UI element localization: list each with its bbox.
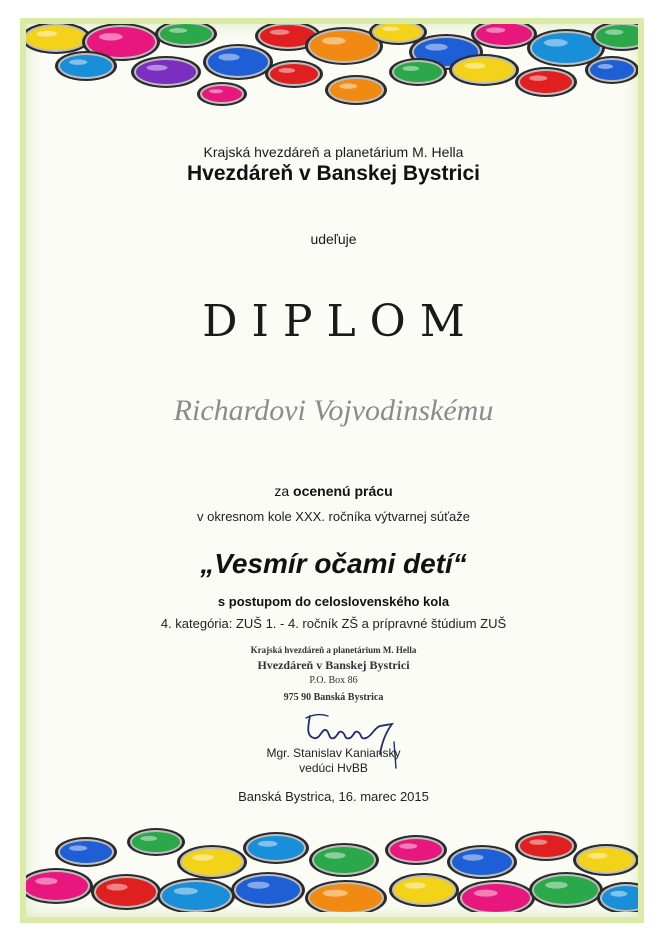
paint-can-icon: [449, 54, 519, 86]
paint-can-icon: [127, 828, 185, 856]
paint-can-icon: [447, 845, 517, 879]
paint-can-icon: [55, 51, 117, 81]
paint-cans-bottom-decoration: [26, 820, 638, 912]
institution-line: Krajská hvezdáreň a planetárium M. Hella: [203, 144, 464, 160]
paint-can-icon: [325, 75, 387, 105]
paint-can-icon: [597, 882, 638, 912]
paint-can-icon: [305, 880, 387, 912]
paint-cans-top-decoration: [26, 24, 638, 116]
stamp-line-4: 975 90 Banská Bystrica: [283, 692, 384, 703]
advance-line: s postupom do celoslovenského kola: [217, 594, 450, 609]
paint-can-icon: [385, 835, 447, 865]
paint-can-icon: [309, 843, 379, 877]
paint-can-icon: [26, 868, 93, 904]
paint-can-icon: [471, 24, 537, 49]
award-line: [0, 483, 667, 499]
paint-can-icon: [157, 878, 235, 912]
paint-can-icon: [529, 872, 603, 908]
paint-can-icon: [265, 60, 323, 88]
paint-can-icon: [585, 56, 638, 84]
award-round: v okresnom kole XXX. ročníka výtvarnej súťaže: [197, 509, 470, 524]
category-line: 4. kategória: ZUŠ 1. - 4. ročník ZŠ a prípravné štúdium ZUŠ: [160, 616, 507, 631]
paint-can-icon: [515, 831, 577, 861]
contest-name: „Vesmír očami detí“: [200, 548, 467, 579]
paint-can-icon: [231, 872, 305, 908]
signer-name: Mgr. Stanislav Kaniansky: [266, 746, 401, 760]
place-date: Banská Bystrica, 16. marec 2015: [238, 789, 429, 804]
diploma-title: DIPLOM: [202, 296, 479, 347]
paint-can-icon: [26, 24, 91, 54]
paint-can-icon: [197, 82, 247, 106]
paint-can-icon: [55, 837, 117, 867]
paint-can-icon: [573, 844, 638, 876]
paint-can-icon: [243, 832, 309, 864]
paint-can-icon: [155, 24, 217, 48]
award-prefix: za: [274, 483, 290, 499]
paint-can-icon: [457, 880, 535, 912]
institution-name: Hvezdáreň v Banskej Bystrici: [187, 162, 480, 185]
stamp-line-1: Krajská hvezdáreň a planetárium M. Hella: [250, 645, 417, 655]
stamp-line-2: Hvezdáreň v Banskej Bystrici: [257, 658, 410, 672]
recipient-name: Richardovi Vojvodinskému: [173, 394, 494, 427]
paint-can-icon: [389, 873, 459, 907]
grants-text: udeľuje: [310, 231, 357, 247]
paint-can-icon: [177, 845, 247, 879]
award-bold: ocenenú prácu: [293, 483, 393, 499]
paint-can-icon: [389, 58, 447, 86]
paint-can-icon: [91, 874, 161, 910]
paint-can-icon: [203, 44, 273, 80]
paint-can-icon: [515, 67, 577, 97]
paint-can-icon: [131, 56, 201, 88]
signer-role: vedúci HvBB: [299, 761, 368, 775]
stamp-line-3: P.O. Box 86: [309, 675, 358, 686]
